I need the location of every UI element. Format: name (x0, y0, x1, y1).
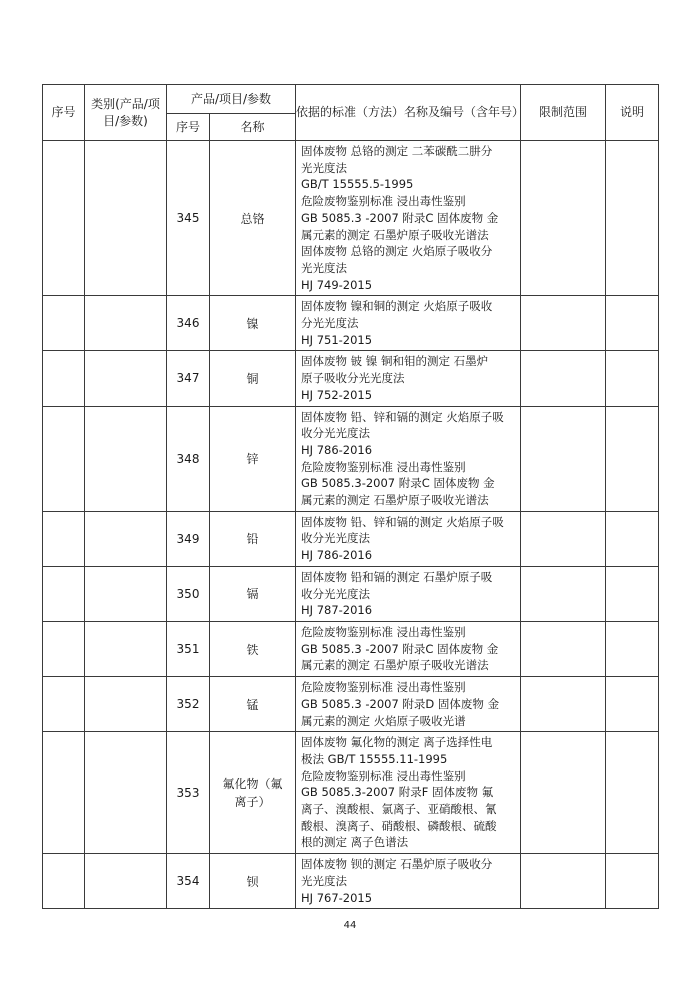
table-row (43, 677, 659, 732)
note-cell (606, 621, 659, 676)
seq-cell (43, 351, 85, 406)
table-row (43, 296, 659, 351)
standard-line: HJ 786-2016 (301, 442, 373, 457)
standard-line: GB 5085.3-2007 附录F 固体废物 氟 (301, 785, 494, 800)
standard-line: HJ 749-2015 (301, 277, 373, 292)
item-name-cell: 钡 (210, 854, 296, 909)
table-row (43, 406, 659, 511)
table-body (43, 141, 659, 909)
note-cell (606, 511, 659, 566)
seq-cell (43, 677, 85, 732)
seq-cell (43, 406, 85, 511)
standard-line: 属元素的测定 石墨炉原子吸收光谱法 (301, 227, 489, 242)
table-row (43, 732, 659, 854)
table-row (43, 621, 659, 676)
standard-line: 光光度法 (301, 160, 347, 175)
standard-line: 光光度法 (301, 873, 347, 888)
standard-line: 固体废物 铅和镉的测定 石墨炉原子吸 (301, 569, 493, 584)
standard-line: HJ 751-2015 (301, 332, 373, 347)
standard-cell (296, 141, 521, 296)
standard-line: HJ 767-2015 (301, 890, 373, 905)
standard-line: 固体废物 铅、锌和镉的测定 火焰原子吸 (301, 409, 504, 424)
standard-line: 危险废物鉴别标准 浸出毒性鉴别 (301, 768, 466, 783)
limit-cell (521, 351, 606, 406)
limit-cell (521, 141, 606, 296)
item-seq-cell: 346 (167, 296, 210, 351)
standard-line: GB/T 15555.5-1995 (301, 177, 414, 192)
seq-cell (43, 141, 85, 296)
page-number: 44 (343, 920, 357, 931)
standard-line: 属元素的测定 石墨炉原子吸收光谱法 (301, 658, 489, 673)
item-name-cell: 锌 (210, 406, 296, 511)
item-seq-cell: 345 (167, 141, 210, 296)
standard-line: 危险废物鉴别标准 浸出毒性鉴别 (301, 194, 466, 209)
seq-cell (43, 854, 85, 909)
table-row (43, 141, 659, 296)
seq-cell (43, 511, 85, 566)
header-note: 说明 (606, 85, 659, 141)
item-name-cell: 铅 (210, 511, 296, 566)
limit-cell (521, 621, 606, 676)
header-item-seq: 序号 (167, 114, 210, 141)
standard-line: 离子、溴酸根、氯离子、亚硝酸根、氰 (301, 802, 497, 817)
standard-line: 极法 GB/T 15555.11-1995 (301, 751, 448, 766)
standard-line: 危险废物鉴别标准 浸出毒性鉴别 (301, 459, 466, 474)
note-cell (606, 677, 659, 732)
header-standard: 依据的标准（方法）名称及编号（含年号） (296, 85, 521, 141)
item-name-cell: 镉 (210, 566, 296, 621)
note-cell (606, 406, 659, 511)
table-row (43, 566, 659, 621)
header-limit: 限制范围 (521, 85, 606, 141)
standard-line: 分光光度法 (301, 316, 359, 331)
category-cell (85, 854, 167, 909)
header-seq: 序号 (43, 85, 85, 141)
standard-line: 属元素的测定 石墨炉原子吸收光谱法 (301, 493, 489, 508)
item-name-cell: 铜 (210, 351, 296, 406)
standard-line: 属元素的测定 火焰原子吸收光谱 (301, 713, 466, 728)
category-cell (85, 621, 167, 676)
standard-line: GB 5085.3-2007 附录C 固体废物 金 (301, 476, 495, 491)
note-cell (606, 566, 659, 621)
standard-line: HJ 752-2015 (301, 387, 373, 402)
standard-line: HJ 787-2016 (301, 603, 373, 618)
item-seq-cell: 347 (167, 351, 210, 406)
item-name-cell: 锰 (210, 677, 296, 732)
seq-cell (43, 732, 85, 854)
standard-line: 根的测定 离子色谱法 (301, 835, 409, 850)
note-cell (606, 351, 659, 406)
item-seq-cell: 352 (167, 677, 210, 732)
header-category: 类别(产品/项目/参数) (85, 85, 167, 141)
category-cell (85, 677, 167, 732)
limit-cell (521, 296, 606, 351)
standard-line: 固体废物 镍和铜的测定 火焰原子吸收 (301, 299, 493, 314)
standard-cell (296, 621, 521, 676)
standard-line: GB 5085.3 -2007 附录C 固体废物 金 (301, 210, 499, 225)
category-cell (85, 296, 167, 351)
table-row (43, 511, 659, 566)
item-name-cell: 总铬 (210, 141, 296, 296)
standards-table (42, 84, 659, 909)
limit-cell (521, 677, 606, 732)
standard-cell (296, 677, 521, 732)
table-row (43, 854, 659, 909)
seq-cell (43, 621, 85, 676)
standard-line: 酸根、溴离子、硝酸根、磷酸根、硫酸 (301, 818, 497, 833)
standard-cell (296, 854, 521, 909)
item-name-cell: 铁 (210, 621, 296, 676)
note-cell (606, 141, 659, 296)
note-cell (606, 296, 659, 351)
category-cell (85, 511, 167, 566)
item-name-cell: 氟化物（氟离子） (210, 732, 296, 854)
standard-line: 收分光光度法 (301, 531, 370, 546)
standard-line: GB 5085.3 -2007 附录D 固体废物 金 (301, 696, 500, 711)
standard-line: 固体废物 钡的测定 石墨炉原子吸收分 (301, 857, 493, 872)
item-seq-cell: 350 (167, 566, 210, 621)
item-seq-cell: 353 (167, 732, 210, 854)
item-seq-cell: 348 (167, 406, 210, 511)
limit-cell (521, 854, 606, 909)
note-cell (606, 854, 659, 909)
standard-line: 危险废物鉴别标准 浸出毒性鉴别 (301, 680, 466, 695)
category-cell (85, 406, 167, 511)
standard-cell (296, 732, 521, 854)
standard-line: 收分光光度法 (301, 426, 370, 441)
limit-cell (521, 511, 606, 566)
limit-cell (521, 566, 606, 621)
item-seq-cell: 349 (167, 511, 210, 566)
item-seq-cell: 351 (167, 621, 210, 676)
standard-line: 光光度法 (301, 260, 347, 275)
note-cell (606, 732, 659, 854)
standard-line: 固体废物 铍 镍 铜和钼的测定 石墨炉 (301, 354, 489, 369)
standard-cell (296, 406, 521, 511)
standard-cell (296, 566, 521, 621)
standard-line: 危险废物鉴别标准 浸出毒性鉴别 (301, 624, 466, 639)
category-cell (85, 351, 167, 406)
category-cell (85, 732, 167, 854)
standard-line: 收分光光度法 (301, 586, 370, 601)
standard-line: GB 5085.3 -2007 附录C 固体废物 金 (301, 641, 499, 656)
table-row (43, 351, 659, 406)
limit-cell (521, 406, 606, 511)
standard-cell (296, 511, 521, 566)
standard-line: HJ 786-2016 (301, 548, 373, 563)
standard-line: 固体废物 总铬的测定 二苯碳酰二肼分 (301, 144, 493, 158)
seq-cell (43, 566, 85, 621)
standard-line: 原子吸收分光光度法 (301, 371, 405, 386)
standard-line: 固体废物 总铬的测定 火焰原子吸收分 (301, 244, 493, 259)
seq-cell (43, 296, 85, 351)
item-name-cell: 镍 (210, 296, 296, 351)
category-cell (85, 566, 167, 621)
header-item-name: 名称 (210, 114, 296, 141)
header-product-group: 产品/项目/参数 (167, 85, 296, 114)
standard-cell (296, 296, 521, 351)
standard-line: 固体废物 铅、锌和镉的测定 火焰原子吸 (301, 514, 504, 529)
item-seq-cell: 354 (167, 854, 210, 909)
standard-line: 固体废物 氟化物的测定 离子选择性电 (301, 735, 493, 750)
limit-cell (521, 732, 606, 854)
category-cell (85, 141, 167, 296)
standard-cell (296, 351, 521, 406)
